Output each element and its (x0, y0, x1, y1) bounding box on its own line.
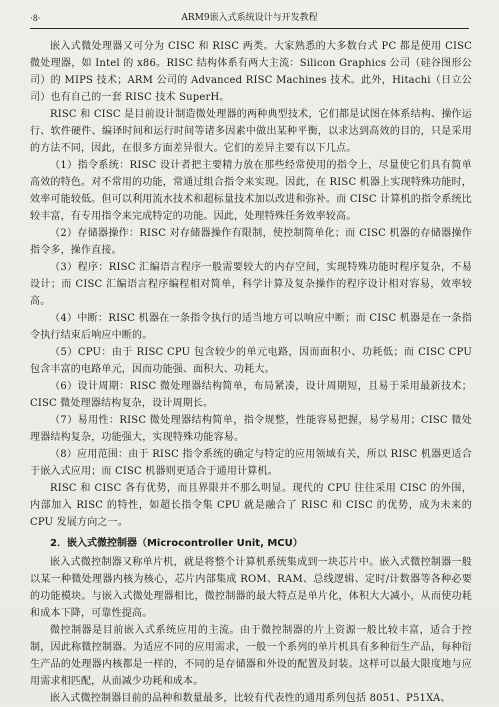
paragraph-summary: RISC 和 CISC 各有优势，而且界限并不那么明显。现代的 CPU 往往采用 CISC 的外围，内部加入 RISC 的特性，如超长指令集 CPU 就是融合了 RISC 和 CISC 的优势，成为未来的 CPU 发展方向之一。 (30, 483, 472, 528)
paragraph-design-cycle: （6）设计周期：RISC 微处理器结构简单，布局紧凑，设计周期短，且易于采用最新技术；CISC 微处理器结构复杂，设计周期长。 (30, 381, 472, 409)
running-title: ARM9嵌入式系统设计与开发教程 (181, 13, 318, 23)
paragraph-interrupt: （4）中断：RISC 机器在一条指令执行的适当地方可以响应中断；而 CISC 机器是在一条指令执行结束后响应中断的。 (30, 313, 472, 341)
paragraph-application-scope: （8）应用范围：由于 RISC 指令系统的确定与特定的应用领域有关，所以 RISC 机器更适合于嵌入式应用；而 CISC 机器则更适合于通用计算机。 (30, 449, 472, 477)
paragraph-program: （3）程序：RISC 汇编语言程序一般需要较大的内存空间，实现特殊功能时程序复杂，不易设计；而 CISC 汇编语言程序编程相对简单，科学计算及复杂操作的程序设计相对容易，效率较高。 (30, 262, 472, 307)
paragraph-cpu: （5）CPU：由于 RISC CPU 包含较少的单元电路，因而面积小、功耗低；而 CISC CPU 包含丰富的电路单元，因而功能强、面积大、功耗大。 (30, 347, 472, 375)
paragraph-usability: （7）易用性：RISC 微处理器结构简单，指令规整，性能容易把握，易学易用；CISC 微处理器结构复杂，功能强大，实现特殊功能容易。 (30, 415, 472, 443)
paragraph-cisc-risc-comparison: RISC 和 CISC 是目前设计制造微处理器的两种典型技术，它们都是试图在体系结构、操作运行、软件硬件、编译时间和运行时间等诸多因素中做出某种平衡，以求达到高效的目的，只是采用的方法不同，因此，在很多方面差异很大。它们的差异主要有以下几点。 (30, 109, 472, 154)
paragraph-cisc-risc-intro: 嵌入式微处理器又可分为 CISC 和 RISC 两类。大家熟悉的大多数台式 PC 都是使用 CISC 微处理器，如 Intel 的 x86。RISC 结构体系有两大主流：Silicon Graphics 公司（硅谷图形公司）的 MIPS 技术；ARM 公司的 Advanced RISC Machines 技术。此外，Hitachi（日立公司）也有自己的一套 RISC 技术 SuperH。 (30, 41, 472, 103)
document-body (30, 38, 472, 707)
header-rule (30, 28, 469, 29)
paragraph-memory-ops: （2）存储器操作：RISC 对存储器操作有限制，使控制简单化；而 CISC 机器的存储器操作指令多，操作直接。 (30, 228, 472, 256)
page-number: ·8· (30, 13, 41, 23)
paragraph-mcu-definition: 嵌入式微控制器又称单片机，就是将整个计算机系统集成到一块芯片中。嵌入式微控制器一般以某一种微处理器内核为核心，芯片内部集成 ROM、RAM、总线逻辑、定时/计数器等各种必要的功能模块。与嵌入式微处理器相比，微控制器的最大特点是单片化，体积大大减小，从而使功耗和成本下降，可靠性提高。 (30, 557, 472, 619)
paragraph-mcu-families: 嵌入式微控制器目前的品种和数量最多，比较有代表性的通用系列包括 8051、P51XA、 (50, 693, 451, 704)
paragraph-instruction-set: （1）指令系统：RISC 设计者把主要精力放在那些经常使用的指令上，尽量使它们具有简单高效的特色。对不常用的功能，常通过组合指令来实现。因此，在 RISC 机器上实现特殊功能时，效率可能较低。但可以利用流水技术和超标量技术加以改进和弥补。而 CISC 计算机的指令系统比较丰富，有专用指令来完成特定的功能。因此，处理特殊任务效率较高。 (30, 160, 472, 222)
page-header (30, 10, 469, 26)
section-heading-mcu: 2．嵌入式微控制器（Microcontroller Unit, MCU） (50, 538, 303, 549)
paragraph-mcu-mainstream: 微控制器是目前嵌入式系统应用的主流。由于微控制器的片上资源一般比较丰富，适合于控制，因此称微控制器。为适应不同的应用需求，一般一个系列的单片机具有多种衍生产品，每种衍生产品的处理器内核都是一样的，不同的是存储器和外设的配置及封装。这样可以最大限度地与应用需求相匹配，从而减少功耗和成本。 (30, 625, 472, 687)
